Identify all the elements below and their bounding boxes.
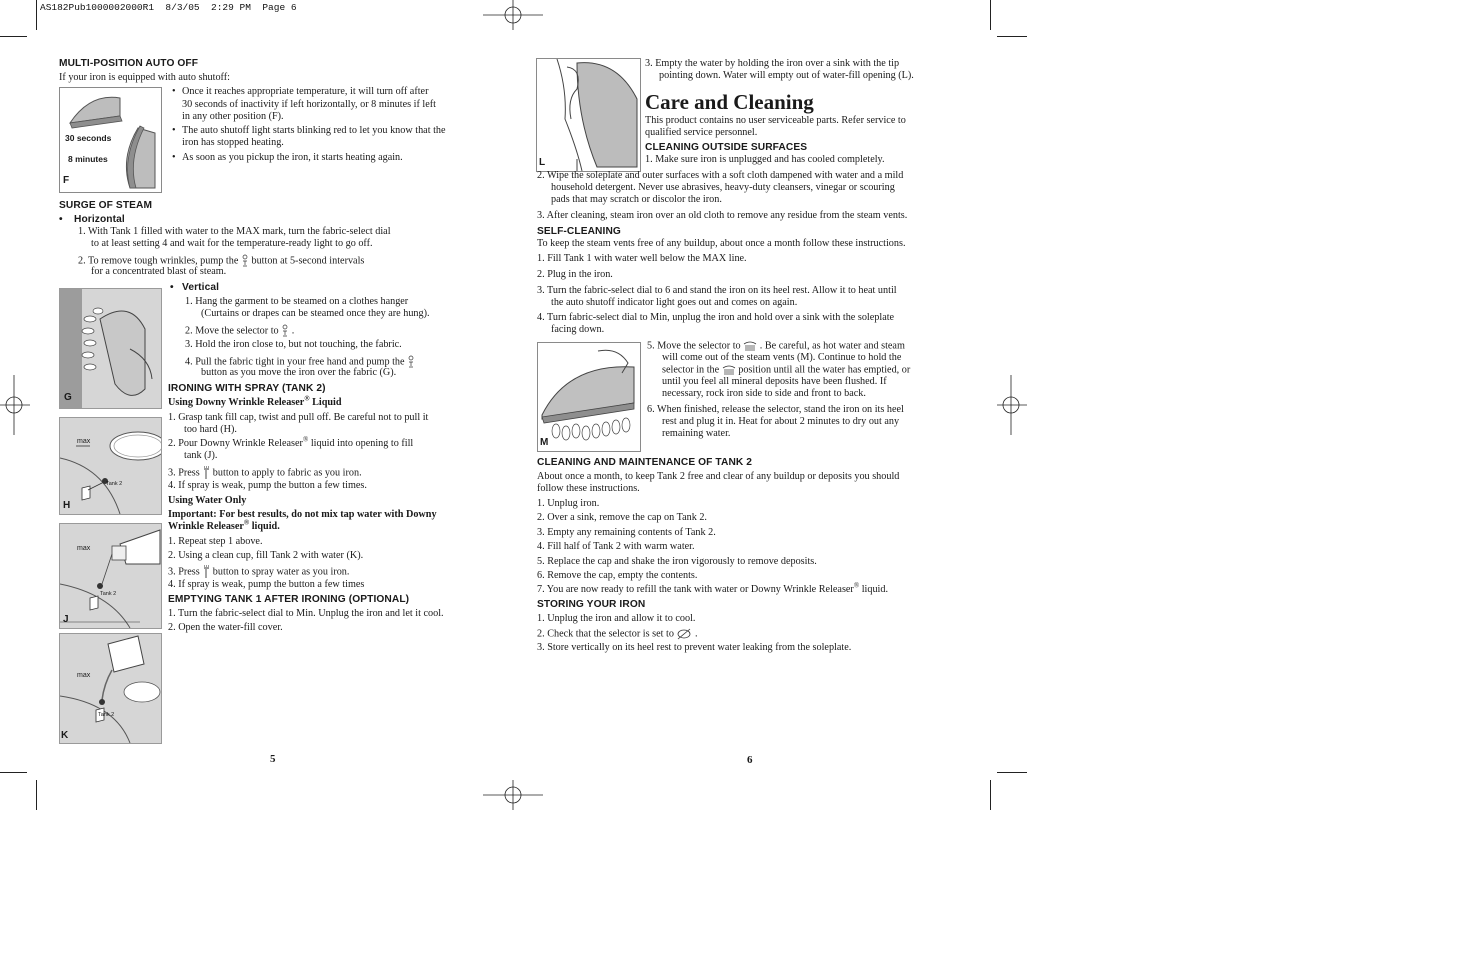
tank2-step-7-text: 7. You are now ready to refill the tank with water or Downy Wrinkle Releaser xyxy=(537,584,854,595)
crop-mark xyxy=(990,0,991,30)
spray-subheading-text: Using Downy Wrinkle Releaser xyxy=(168,397,305,408)
figure-m-label: M xyxy=(540,437,549,448)
iron-illustration-l xyxy=(537,59,640,171)
auto-off-intro: If your iron is equipped with auto shutoff: xyxy=(59,72,230,83)
self-step-6: 6. When finished, release the selector, stand the iron on its heel xyxy=(647,404,904,415)
water-only-heading: Using Water Only xyxy=(168,495,247,506)
figure-f-label: F xyxy=(63,175,70,186)
self-step-6-cont: remaining water. xyxy=(662,428,731,439)
bullet-dot: • xyxy=(172,86,176,97)
steam-setting-icon xyxy=(281,324,289,338)
surge-heading: SURGE OF STEAM xyxy=(59,200,153,211)
page-number-right: 6 xyxy=(747,754,753,766)
bullet-dot: • xyxy=(172,152,176,163)
self-step-3: 3. Turn the fabric-select dial to 6 and stand the iron on its heel rest. Allow it to heat until xyxy=(537,285,897,296)
horizontal-step-2-text: 2. To remove tough wrinkles, pump the xyxy=(78,255,239,267)
water-step-4: 4. If spray is weak, pump the button a few times xyxy=(168,579,365,590)
water-step-2: 2. Using a clean cup, fill Tank 2 with water (K). xyxy=(168,550,364,561)
water-step-3-text: 3. Press xyxy=(168,566,200,578)
storing-heading: STORING YOUR IRON xyxy=(537,599,646,610)
self-step-2: 2. Plug in the iron. xyxy=(537,269,613,280)
self-step-5-text: selector in the xyxy=(662,364,720,376)
self-step-5-cont: until you feel all mineral deposits have been flushed. If xyxy=(662,376,887,387)
figure-h-label: H xyxy=(63,500,71,511)
no-steam-icon xyxy=(676,628,692,640)
emptying-step-1: 1. Turn the fabric-select dial to Min. Unplug the iron and let it cool. xyxy=(168,608,444,619)
auto-off-bullet-1: Once it reaches appropriate temperature, it will turn off after xyxy=(182,86,429,97)
water-step-3-end: button to spray water as you iron. xyxy=(212,566,350,578)
crop-mark xyxy=(997,36,1027,37)
self-step-5-cont xyxy=(662,364,910,376)
spray-step-1: 1. Grasp tank fill cap, twist and pull off. Be careful not to pull it xyxy=(168,412,429,423)
care-intro-cont: qualified service personnel. xyxy=(645,127,758,138)
vertical-step-3: 3. Hold the iron close to, but not touching, the fabric. xyxy=(185,339,402,350)
tank-illustration-h xyxy=(60,418,161,514)
storing-step-1: 1. Unplug the iron and allow it to cool. xyxy=(537,613,696,624)
figure-h-max: max xyxy=(77,438,91,445)
spray-step-3 xyxy=(168,466,362,480)
horizontal-step-1: 1. With Tank 1 filled with water to the MAX mark, turn the fabric-select dial xyxy=(78,226,391,237)
tank2-step-6: 6. Remove the cap, empty the contents. xyxy=(537,570,698,581)
auto-off-heading: MULTI-POSITION AUTO OFF xyxy=(59,58,199,69)
important-note: Important: For best results, do not mix tap water with Downy xyxy=(168,509,437,520)
crop-mark xyxy=(997,772,1027,773)
crop-mark xyxy=(36,0,37,30)
self-step-6-cont: rest and plug it in. Heat for about 2 minutes to dry out any xyxy=(662,416,900,427)
figure-h-tank: Tank 2 xyxy=(106,481,123,487)
self-step-5 xyxy=(647,340,905,352)
figure-k-tank: Tank 2 xyxy=(98,712,115,718)
vertical-step-4-cont: button as you move the iron over the fabric (G). xyxy=(201,367,397,378)
page-number-left: 5 xyxy=(270,753,276,765)
self-clean-icon xyxy=(743,340,757,352)
self-step-5-text: 5. Move the selector to xyxy=(647,340,741,352)
bullet-dot: • xyxy=(59,214,63,225)
tank2-step-7 xyxy=(537,581,889,596)
spray-subheading-end: Liquid xyxy=(309,397,342,408)
emptying-step-3-cont: pointing down. Water will empty out of water-fill opening (L). xyxy=(659,70,914,81)
self-cleaning-intro: To keep the steam vents free of any buildup, about once a month follow these instructions. xyxy=(537,238,906,249)
bullet-dot: • xyxy=(172,125,176,136)
self-step-5-cont: necessary, rock iron side to side and front to back. xyxy=(662,388,866,399)
spray-step-2-text: 2. Pour Downy Wrinkle Releaser xyxy=(168,438,303,449)
auto-off-bullet-3: As soon as you pickup the iron, it starts heating again. xyxy=(182,152,403,163)
outside-step-3: 3. After cleaning, steam iron over an old cloth to remove any residue from the steam vents. xyxy=(537,210,908,221)
care-cleaning-title: Care and Cleaning xyxy=(645,90,814,114)
spray-step-2-end: liquid into opening to fill xyxy=(308,438,414,449)
important-note-end: liquid. xyxy=(249,521,280,532)
water-step-3 xyxy=(168,565,349,579)
self-step-5-cont: will come out of the steam vents (M). Continue to hold the xyxy=(662,352,902,363)
figure-k-label: K xyxy=(61,730,69,741)
outside-step-1: 1. Make sure iron is unplugged and has cooled completely. xyxy=(645,154,885,165)
self-step-1: 1. Fill Tank 1 with water well below the MAX line. xyxy=(537,253,747,264)
emptying-heading: EMPTYING TANK 1 AFTER IRONING (OPTIONAL) xyxy=(168,594,410,605)
registered-mark: ® xyxy=(302,435,309,444)
iron-illustration-g xyxy=(60,289,161,408)
vertical-heading: Vertical xyxy=(182,282,220,293)
tank2-step-1: 1. Unplug iron. xyxy=(537,498,600,509)
vertical-step-2: 2. Move the selector to . xyxy=(185,325,295,337)
figure-k xyxy=(59,633,162,744)
self-step-4: 4. Turn fabric-select dial to Min, unplug the iron and hold over a sink with the soleplate xyxy=(537,312,895,323)
important-note-cont xyxy=(168,518,280,533)
spray-step-3-text: 3. Press xyxy=(168,467,200,479)
outside-step-2: 2. Wipe the soleplate and outer surfaces with a soft cloth dampened with water and a mild xyxy=(537,170,904,181)
outside-heading: CLEANING OUTSIDE SURFACES xyxy=(645,142,808,153)
figure-k-max: max xyxy=(77,672,91,679)
figure-l xyxy=(536,58,641,172)
horizontal-step-2-text-end: button at 5-second intervals xyxy=(251,255,365,267)
spray-step-2 xyxy=(168,435,414,450)
registration-mark xyxy=(997,375,1027,435)
spray-step-4: 4. If spray is weak, pump the button a few times. xyxy=(168,480,367,491)
self-step-5-end: . Be careful, as hot water and steam xyxy=(759,340,905,352)
figure-j-max: max xyxy=(77,545,91,552)
storing-step-2-text: 2. Check that the selector is set to xyxy=(537,628,674,640)
storing-step-3: 3. Store vertically on its heel rest to prevent water leaking from the soleplate. xyxy=(537,642,852,653)
vertical-step-1: 1. Hang the garment to be steamed on a clothes hanger xyxy=(185,296,409,307)
tank2-step-2: 2. Over a sink, remove the cap on Tank 2. xyxy=(537,512,707,523)
figure-m xyxy=(537,342,641,452)
figure-g-label: G xyxy=(64,392,72,403)
print-slug: AS182Pub1000002000R1 8/3/05 2:29 PM Page 6 xyxy=(40,2,297,13)
tank2-step-7-end: liquid. xyxy=(859,584,889,595)
registration-mark xyxy=(0,375,30,435)
figure-h xyxy=(59,417,162,515)
spray-icon xyxy=(202,565,210,579)
outside-step-2-cont: household detergent. Never use abrasives, heavy-duty cleansers, vinegar or scouring xyxy=(551,182,895,193)
outside-step-2-cont: pads that may scratch or discolor the iron. xyxy=(551,194,722,205)
figure-f-8-minutes: 8 minutes xyxy=(68,154,108,164)
spray-subheading xyxy=(168,394,342,409)
self-step-4-cont: facing down. xyxy=(551,324,605,335)
tank2-step-4: 4. Fill half of Tank 2 with warm water. xyxy=(537,541,695,552)
figure-j-tank: Tank 2 xyxy=(100,591,117,597)
horizontal-step-1-cont: to at least setting 4 and wait for the temperature-ready light to go off. xyxy=(91,238,373,249)
figure-f-30-seconds: 30 seconds xyxy=(65,133,112,143)
spray-step-1-cont: too hard (H). xyxy=(184,424,237,435)
registered-mark: ® xyxy=(243,518,250,527)
figure-j-label: J xyxy=(63,614,69,625)
tank2-intro: About once a month, to keep Tank 2 free and clear of any buildup or deposits you should xyxy=(537,471,900,482)
registration-mark xyxy=(483,0,543,30)
vertical-step-2-text: 2. Move the selector to xyxy=(185,325,279,337)
pour-illustration-j xyxy=(60,524,161,628)
care-intro: This product contains no user serviceable parts. Refer service to xyxy=(645,115,906,126)
vertical-step-4-text: 4. Pull the fabric tight in your free hand and pump the xyxy=(185,356,405,368)
auto-off-bullet-1-cont: 30 seconds of inactivity if left horizontally, or 8 minutes if left xyxy=(182,99,436,110)
spray-step-3-end: button to apply to fabric as you iron. xyxy=(212,467,362,479)
vertical-step-1-cont: (Curtains or drapes can be steamed once they are hung). xyxy=(201,308,430,319)
crop-mark xyxy=(0,36,27,37)
self-step-3-cont: the auto shutoff indicator light goes out and comes on again. xyxy=(551,297,798,308)
emptying-step-2: 2. Open the water-fill cover. xyxy=(168,622,283,633)
emptying-step-3: 3. Empty the water by holding the iron over a sink with the tip xyxy=(645,58,900,69)
figure-l-label: L xyxy=(539,157,546,168)
tank2-step-3: 3. Empty any remaining contents of Tank 2. xyxy=(537,527,716,538)
registered-mark: ® xyxy=(304,394,310,403)
tank2-intro-cont: follow these instructions. xyxy=(537,483,640,494)
auto-off-bullet-2: The auto shutoff light starts blinking red to let you know that the xyxy=(182,125,446,136)
self-clean-icon xyxy=(722,364,736,376)
auto-off-bullet-1-cont: in any other position (F). xyxy=(182,111,284,122)
important-note-text: Wrinkle Releaser xyxy=(168,521,244,532)
self-cleaning-heading: SELF-CLEANING xyxy=(537,226,621,237)
water-step-1: 1. Repeat step 1 above. xyxy=(168,536,263,547)
tank2-heading: CLEANING AND MAINTENANCE OF TANK 2 xyxy=(537,457,753,468)
figure-f xyxy=(59,87,162,193)
auto-off-bullet-2-cont: iron has stopped heating. xyxy=(182,137,284,148)
storing-step-2: 2. Check that the selector is set to . xyxy=(537,628,698,640)
horizontal-step-2-cont: for a concentrated blast of steam. xyxy=(91,266,227,277)
steam-burst-icon xyxy=(241,254,249,268)
figure-g xyxy=(59,288,162,409)
crop-mark xyxy=(36,780,37,810)
registration-mark xyxy=(483,780,543,810)
bullet-dot: • xyxy=(170,282,174,293)
horizontal-heading: Horizontal xyxy=(74,214,125,225)
crop-mark xyxy=(0,772,27,773)
spray-heading: IRONING WITH SPRAY (TANK 2) xyxy=(168,383,326,394)
spray-icon xyxy=(202,466,210,480)
tank2-step-5: 5. Replace the cap and shake the iron vigorously to remove deposits. xyxy=(537,556,817,567)
figure-j xyxy=(59,523,162,629)
steam-burst-icon xyxy=(407,355,415,369)
self-step-5-end: position until all the water has emptied, or xyxy=(738,364,911,376)
cup-illustration-k xyxy=(60,634,161,743)
spray-step-2-cont: tank (J). xyxy=(184,450,218,461)
registered-mark: ® xyxy=(853,581,860,590)
iron-illustration-m xyxy=(538,343,640,451)
crop-mark xyxy=(990,780,991,810)
